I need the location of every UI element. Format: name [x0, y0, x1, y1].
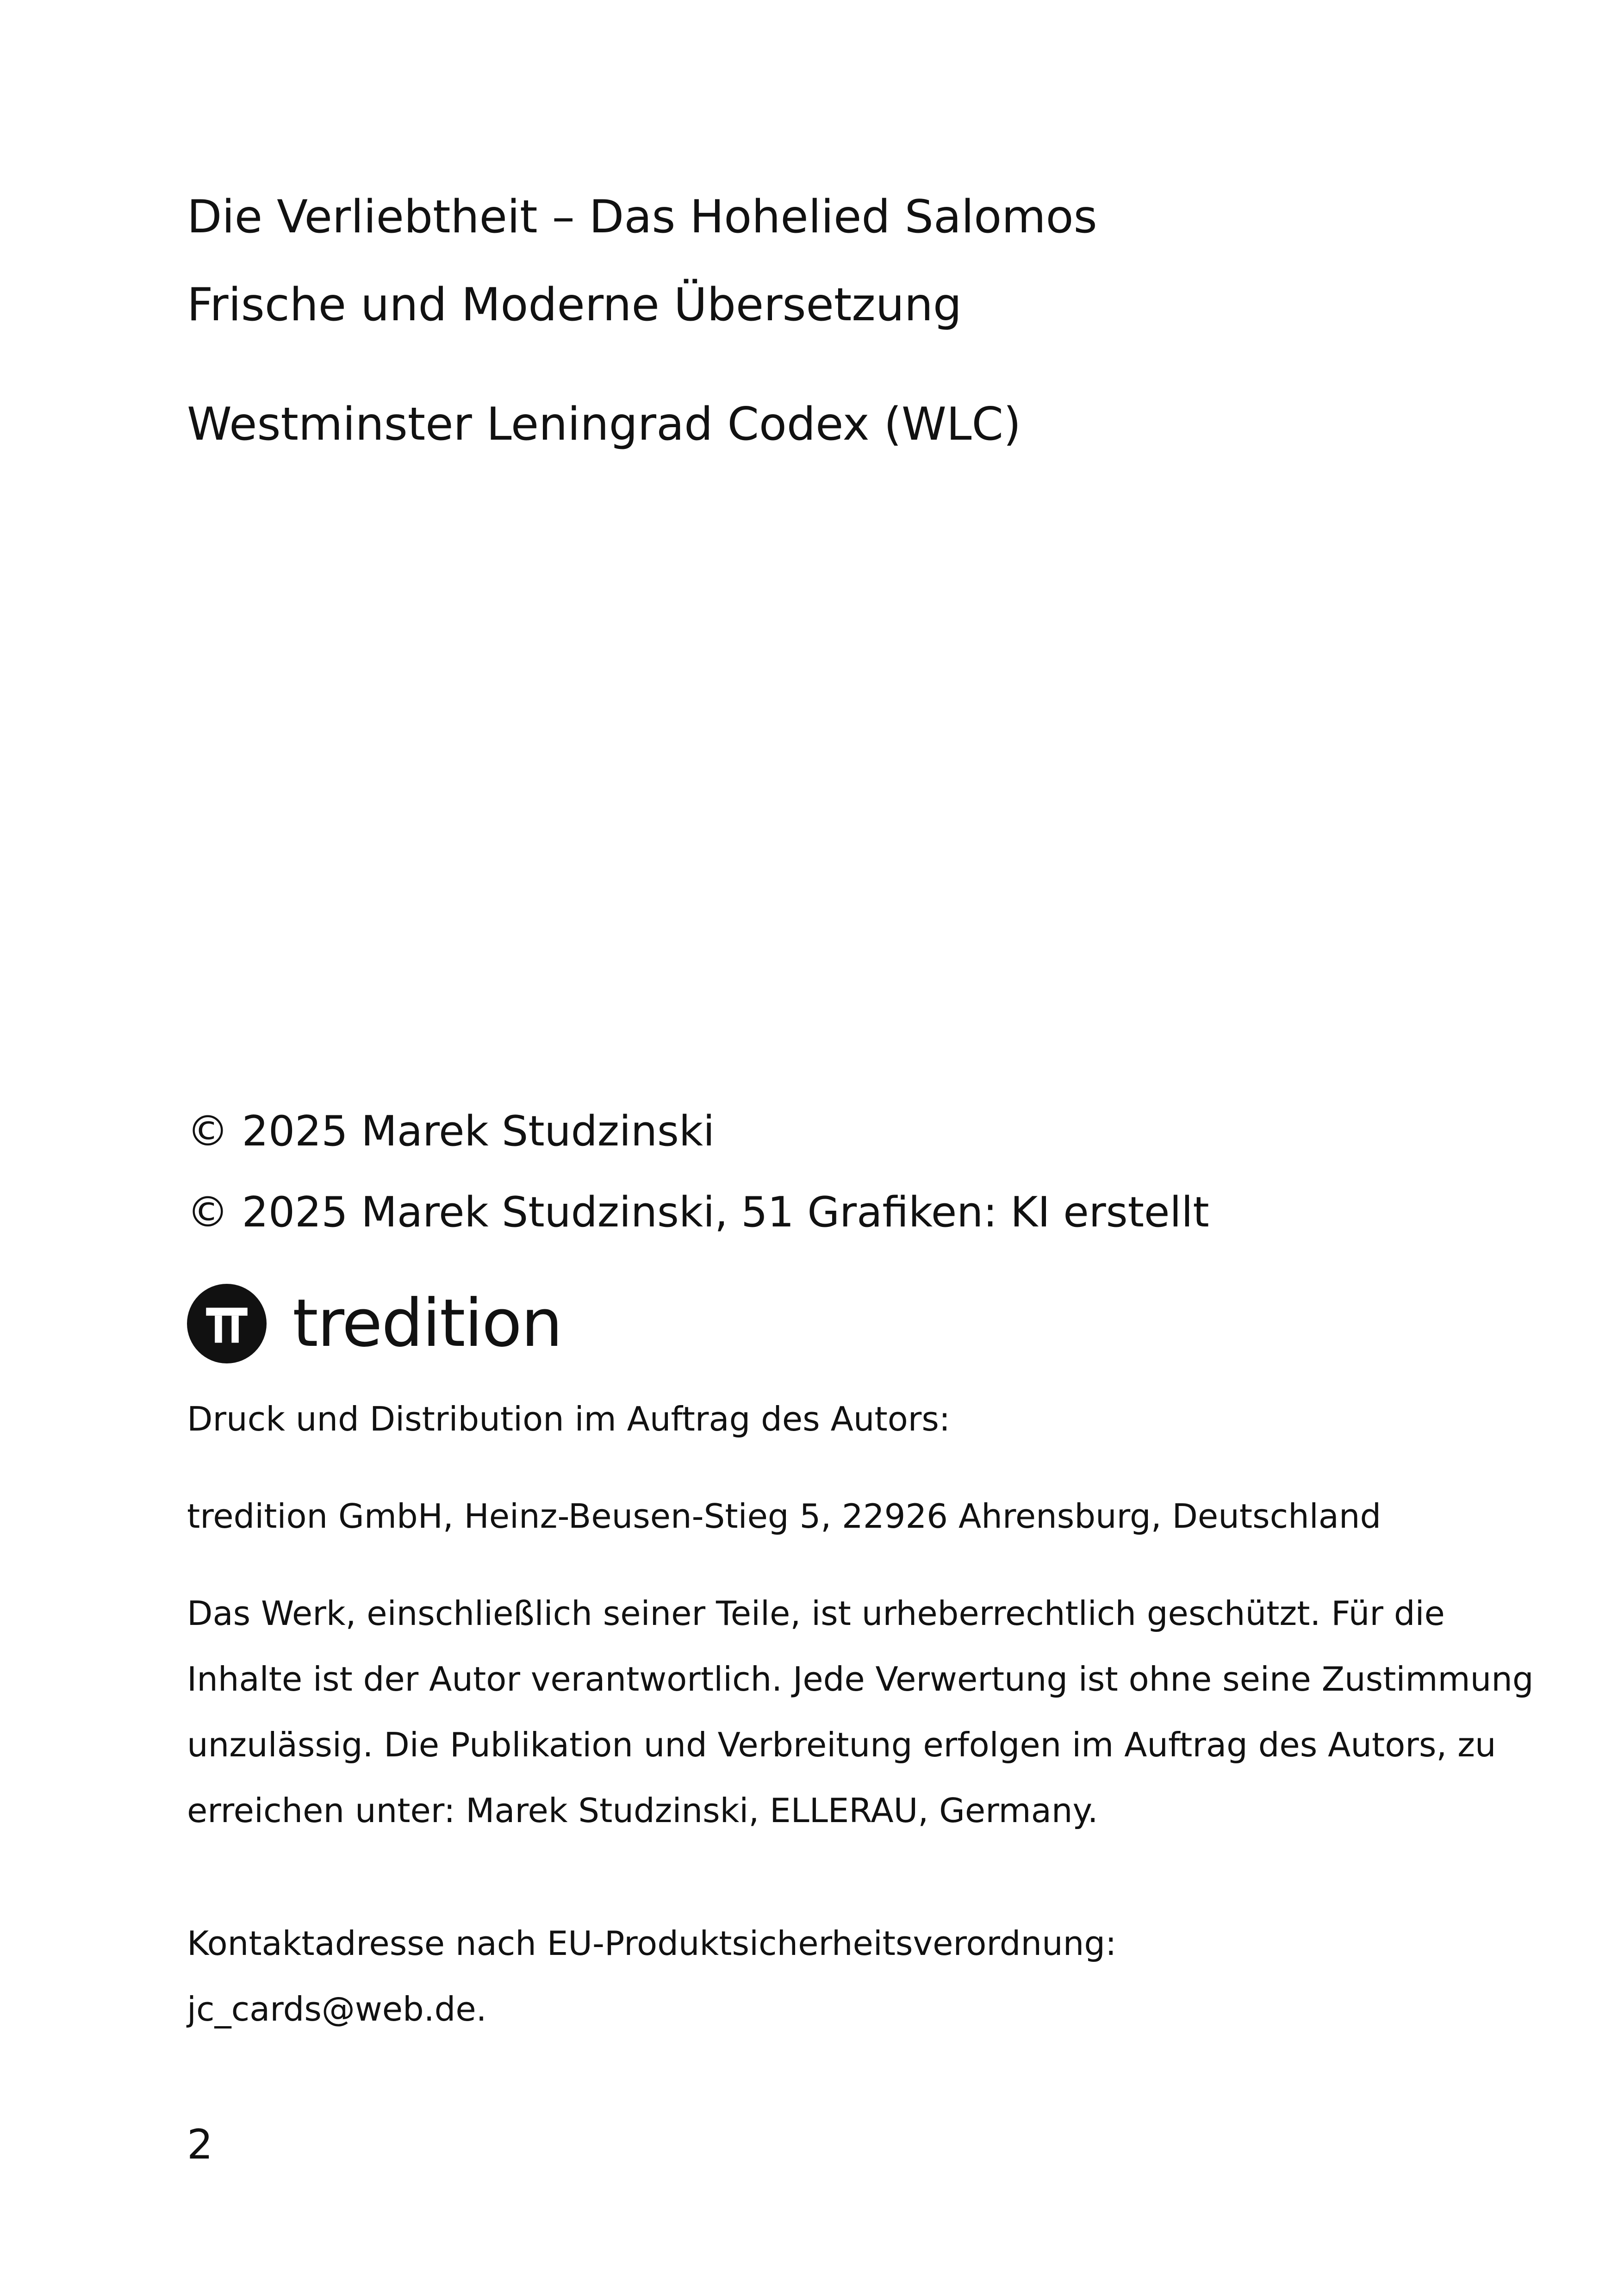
- page-number: 2: [187, 2121, 213, 2168]
- copyright-line: © 2025 Marek Studzinski: [187, 1107, 715, 1156]
- distribution-note: Druck und Distribution im Auftrag des Autors:: [187, 1400, 951, 1438]
- publisher-logo-text: tredition: [292, 1285, 562, 1362]
- legal-notice-line: Inhalte ist der Autor verantwortlich. Jede Verwertung ist ohne seine Zustimmung: [187, 1660, 1534, 1699]
- publisher-address: tredition GmbH, Heinz-Beusen-Stieg 5, 22926 Ahrensburg, Deutschland: [187, 1497, 1382, 1536]
- legal-notice-line: Das Werk, einschließlich seiner Teile, ist urheberrechtlich geschützt. Für die: [187, 1594, 1445, 1633]
- book-subtitle: Frische und Moderne Übersetzung: [187, 279, 962, 331]
- legal-notice-line: erreichen unter: Marek Studzinski, ELLERAU, Germany.: [187, 1791, 1098, 1830]
- contact-email: jc_cards@web.de.: [187, 1990, 487, 2028]
- book-title: Die Verliebtheit – Das Hohelied Salomos: [187, 191, 1097, 243]
- legal-notice-line: unzulässig. Die Publikation und Verbreitung erfolgen im Auftrag des Autors, zu: [187, 1725, 1496, 1764]
- contact-label: Kontaktadresse nach EU-Produktsicherheitsverordnung:: [187, 1924, 1117, 1963]
- source-text-name: Westminster Leningrad Codex (WLC): [187, 398, 1021, 451]
- copyright-graphics-line: © 2025 Marek Studzinski, 51 Grafiken: KI erstellt: [187, 1188, 1209, 1237]
- publisher-logo: [187, 1282, 562, 1365]
- tredition-logo-icon: [187, 1284, 267, 1363]
